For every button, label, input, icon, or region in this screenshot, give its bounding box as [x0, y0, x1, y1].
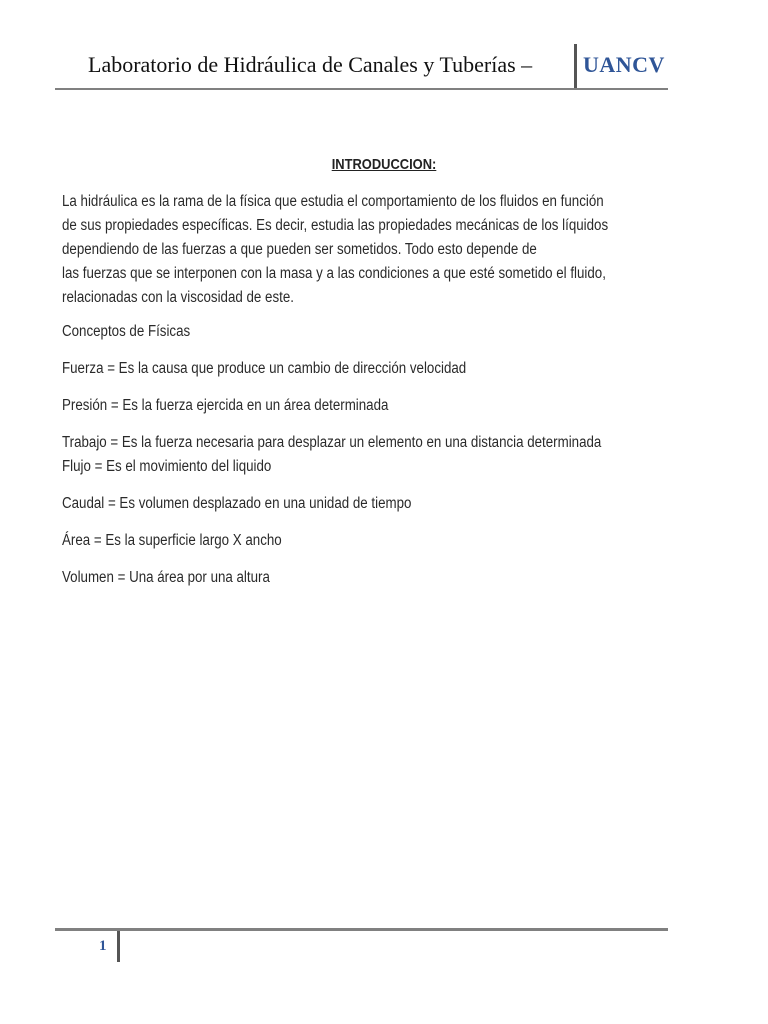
- intro-line: relacionadas con la viscosidad de este.: [62, 289, 294, 306]
- page-number: 1: [99, 938, 107, 954]
- intro-line: de sus propiedades específicas. Es decir, estudia las propiedades mecánicas de los líquidos: [62, 217, 609, 234]
- concept-caudal: Caudal = Es volumen desplazado en una unidad de tiempo: [62, 495, 412, 512]
- footer-rule: [55, 928, 668, 931]
- document-body: [62, 190, 638, 603]
- concept-trabajo: Trabajo = Es la fuerza necesaria para desplazar un elemento en una distancia determinada: [62, 434, 602, 451]
- concept-presion: Presión = Es la fuerza ejercida en un área determinada: [62, 397, 389, 414]
- intro-line: La hidráulica es la rama de la física que estudia el comportamiento de los fluidos en función: [62, 193, 604, 210]
- header-separator: [574, 44, 577, 88]
- intro-line: las fuerzas que se interponen con la masa y a las condiciones a que esté sometido el fluido,: [62, 265, 606, 282]
- intro-line: dependiendo de las fuerzas a que pueden ser sometidos. Todo esto depende de: [62, 241, 537, 258]
- page-header: [55, 40, 668, 90]
- intro-paragraph: [62, 190, 638, 310]
- concept-volumen: Volumen = Una área por una altura: [62, 569, 270, 586]
- concept-flujo: Flujo = Es el movimiento del liquido: [62, 458, 272, 475]
- concept-area: Área = Es la superficie largo X ancho: [62, 532, 282, 549]
- concept-fuerza: Fuerza = Es la causa que produce un cambio de dirección velocidad: [62, 360, 467, 377]
- concepts-title: Conceptos de Físicas: [62, 323, 191, 340]
- header-brand: UANCV: [583, 52, 665, 77]
- section-heading: INTRODUCCION:: [331, 156, 437, 173]
- header-title: Laboratorio de Hidráulica de Canales y Tuberías –: [88, 52, 533, 77]
- footer-separator: [117, 931, 120, 962]
